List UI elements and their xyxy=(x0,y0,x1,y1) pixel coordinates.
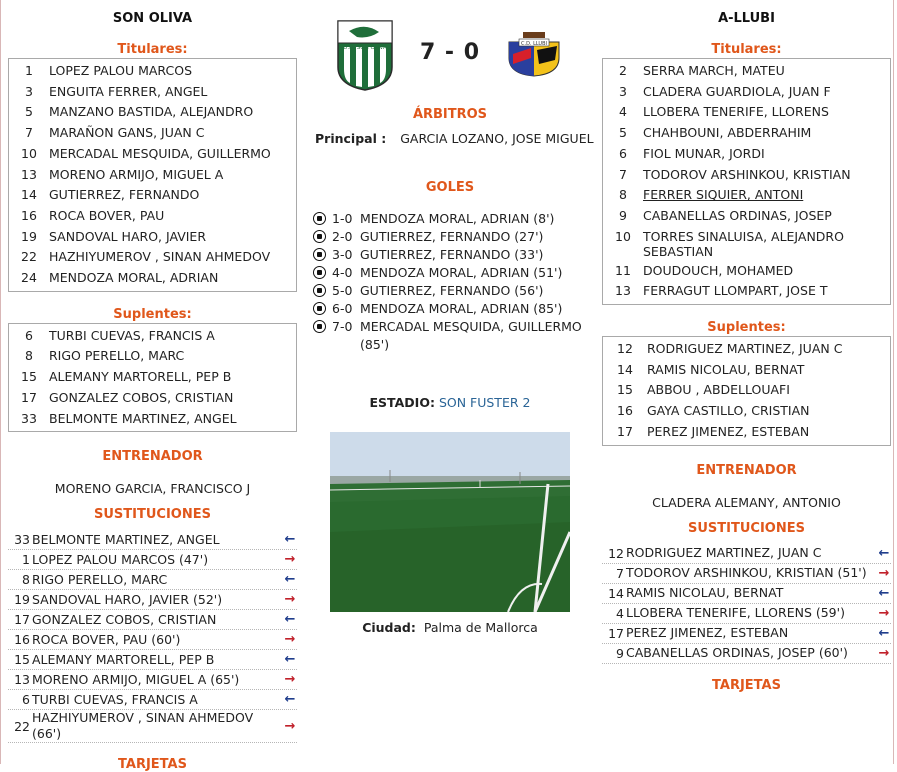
goal-score: 4-0 xyxy=(332,265,353,280)
sub-player-number: 14 xyxy=(608,585,624,601)
player-row xyxy=(603,123,890,144)
city-name: Palma de Mallorca xyxy=(423,620,538,635)
player-number: 11 xyxy=(615,262,631,278)
player-number: 5 xyxy=(25,104,33,120)
substitution-row xyxy=(602,604,891,624)
player-number: 12 xyxy=(617,341,633,357)
player-name: ABBOU , ABDELLOUAFI xyxy=(647,382,790,398)
player-name: PEREZ JIMENEZ, ESTEBAN xyxy=(647,423,810,439)
arrow-left-icon: ← xyxy=(878,625,890,641)
sub-player-name: SANDOVAL HARO, JAVIER (52') xyxy=(32,591,223,607)
substitution-row xyxy=(8,710,297,743)
player-name: RODRIGUEZ MARTINEZ, JUAN C xyxy=(647,341,843,357)
player-row xyxy=(9,346,296,367)
player-row xyxy=(603,422,890,443)
sub-player-name: BELMONTE MARTINEZ, ANGEL xyxy=(32,531,220,547)
player-number: 22 xyxy=(21,249,37,265)
arrow-left-icon: ← xyxy=(284,572,296,588)
sub-player-name: RODRIGUEZ MARTINEZ, JUAN C xyxy=(626,545,822,561)
sub-player-number: 22 xyxy=(14,718,30,734)
sub-player-number: 13 xyxy=(14,672,30,688)
substitution-row xyxy=(602,624,891,644)
goal-score: 5-0 xyxy=(332,283,353,298)
player-name: ALEMANY MARTORELL, PEP B xyxy=(49,369,232,385)
player-number: 7 xyxy=(25,125,33,141)
player-number: 3 xyxy=(619,83,627,99)
arrow-left-icon: ← xyxy=(284,612,296,628)
away-substitutions-list xyxy=(602,544,891,664)
player-name: ROCA BOVER, PAU xyxy=(49,207,165,223)
home-tarjetas-label: TARJETAS xyxy=(118,757,187,772)
goal-row xyxy=(313,318,595,354)
player-name: FERRAGUT LLOMPART, JOSE T xyxy=(643,283,828,299)
substitution-row xyxy=(602,544,891,564)
player-name: TODOROV ARSHINKOU, KRISTIAN xyxy=(643,166,851,182)
player-number: 6 xyxy=(619,145,627,161)
player-row xyxy=(603,360,890,381)
player-row xyxy=(9,61,296,82)
home-badge-text: U.D. SON OLIVA xyxy=(343,45,387,51)
substitution-row xyxy=(602,564,891,584)
sub-player-number: 17 xyxy=(14,612,30,628)
player-number: 3 xyxy=(25,83,33,99)
sub-player-number: 8 xyxy=(22,572,30,588)
city-row xyxy=(305,620,595,635)
player-number: 13 xyxy=(615,283,631,299)
player-name: CHAHBOUNI, ABDERRAHIM xyxy=(643,125,812,141)
player-row xyxy=(9,144,296,165)
goals-list xyxy=(313,210,595,354)
player-row xyxy=(9,206,296,227)
player-number: 19 xyxy=(21,228,37,244)
player-row xyxy=(603,401,890,422)
sub-player-number: 17 xyxy=(608,625,624,641)
sub-player-name: GONZALEZ COBOS, CRISTIAN xyxy=(32,611,217,627)
player-row xyxy=(603,380,890,401)
player-row xyxy=(603,281,890,302)
player-number: 17 xyxy=(21,389,37,405)
sub-player-name: TODOROV ARSHINKOU, KRISTIAN (51') xyxy=(626,565,867,581)
sub-player-number: 16 xyxy=(14,632,30,648)
player-number: 8 xyxy=(25,348,33,364)
player-number: 7 xyxy=(619,166,627,182)
home-titulares-list xyxy=(8,58,297,292)
player-number: 9 xyxy=(619,207,627,223)
player-number: 16 xyxy=(21,207,37,223)
substitution-row xyxy=(8,630,297,650)
sub-player-number: 6 xyxy=(22,692,30,708)
player-name: ENGUITA FERRER, ANGEL xyxy=(49,83,208,99)
substitution-row xyxy=(602,584,891,604)
home-team-name: SON OLIVA xyxy=(112,11,193,26)
away-suplentes-label: Suplentes: xyxy=(707,320,786,336)
player-number: 24 xyxy=(21,270,37,286)
soccer-ball-icon xyxy=(313,284,326,297)
sub-player-number: 4 xyxy=(616,605,624,621)
player-row xyxy=(603,61,890,82)
soccer-ball-icon xyxy=(313,302,326,315)
player-name: LLOBERA TENERIFE, LLORENS xyxy=(643,104,829,120)
player-number: 10 xyxy=(21,145,37,161)
sub-player-name: TURBI CUEVAS, FRANCIS A xyxy=(32,691,198,707)
sub-player-number: 9 xyxy=(616,645,624,661)
player-row xyxy=(9,102,296,123)
soccer-ball-icon xyxy=(313,320,326,333)
soccer-ball-icon xyxy=(313,230,326,243)
player-row xyxy=(9,367,296,388)
arbitros-label: ÁRBITROS xyxy=(412,107,488,122)
away-entrenador-label: ENTRENADOR xyxy=(696,462,797,478)
sub-player-number: 19 xyxy=(14,592,30,608)
stadium-link[interactable]: SON FUSTER 2 xyxy=(438,395,531,410)
home-entrenador-label: ENTRENADOR xyxy=(102,449,203,465)
player-row xyxy=(603,261,890,282)
arrow-right-icon: → xyxy=(284,592,296,608)
arrow-left-icon: ← xyxy=(284,652,296,668)
player-row xyxy=(9,409,296,430)
player-number: 10 xyxy=(615,228,631,244)
substitution-row xyxy=(8,650,297,670)
player-number: 13 xyxy=(21,166,37,182)
player-row xyxy=(603,82,890,103)
substitution-row xyxy=(8,530,297,550)
sub-player-name: ALEMANY MARTORELL, PEP B xyxy=(32,651,215,667)
substitution-row xyxy=(8,670,297,690)
goal-scorer: GUTIERREZ, FERNANDO (27') xyxy=(360,229,544,244)
goal-row xyxy=(313,210,595,228)
player-row xyxy=(9,123,296,144)
goal-scorer: GUTIERREZ, FERNANDO (56') xyxy=(360,283,544,298)
player-name: CABANELLAS ORDINAS, JOSEP xyxy=(643,207,832,223)
player-row xyxy=(603,165,890,186)
substitution-row xyxy=(8,590,297,610)
goal-scorer: MENDOZA MORAL, ADRIAN (85') xyxy=(360,301,563,316)
player-name: SERRA MARCH, MATEU xyxy=(643,63,785,78)
sub-player-name: LOPEZ PALOU MARCOS (47') xyxy=(32,551,209,567)
arrow-right-icon: → xyxy=(878,605,890,621)
away-titulares-label: Titulares: xyxy=(711,42,782,57)
substitution-row xyxy=(8,550,297,570)
arrow-right-icon: → xyxy=(284,718,296,734)
goal-row xyxy=(313,228,595,246)
referee-row xyxy=(315,131,595,146)
player-row xyxy=(9,165,296,186)
goal-score: 7-0 xyxy=(332,319,353,334)
player-number: 17 xyxy=(617,423,633,439)
player-name: MENDOZA MORAL, ADRIAN xyxy=(49,270,219,286)
goal-score: 2-0 xyxy=(332,229,353,244)
goal-row xyxy=(313,282,595,300)
player-number: 6 xyxy=(25,327,33,343)
away-suplentes-list xyxy=(602,336,891,446)
player-number: 5 xyxy=(619,125,627,141)
player-number: 14 xyxy=(21,187,37,203)
player-name: MERCADAL MESQUIDA, GUILLERMO xyxy=(49,145,271,161)
home-titulares-label: Titulares: xyxy=(117,42,188,57)
player-number: 8 xyxy=(619,187,627,203)
player-row xyxy=(603,185,890,206)
principal-label: Principal : xyxy=(315,131,387,146)
player-name: TORRES SINALUISA, ALEJANDRO SEBASTIAN xyxy=(643,228,844,259)
estadio-label: ESTADIO: xyxy=(369,395,435,410)
home-suplentes-list xyxy=(8,323,297,433)
arrow-right-icon: → xyxy=(284,672,296,688)
arrow-left-icon: ← xyxy=(284,532,296,548)
arrow-right-icon: → xyxy=(284,632,296,648)
sub-player-number: 7 xyxy=(616,565,624,581)
away-team-column xyxy=(602,0,891,693)
soccer-ball-icon xyxy=(313,212,326,225)
goal-scorer: GUTIERREZ, FERNANDO (33') xyxy=(360,247,544,262)
sub-player-name: MORENO ARMIJO, MIGUEL A (65') xyxy=(32,671,240,687)
player-row xyxy=(603,102,890,123)
goal-scorer: MENDOZA MORAL, ADRIAN (8') xyxy=(360,211,555,226)
away-coach-name: CLADERA ALEMANY, ANTONIO xyxy=(652,494,841,510)
arrow-left-icon: ← xyxy=(284,692,296,708)
player-name: LOPEZ PALOU MARCOS xyxy=(49,63,192,78)
stadium-photo xyxy=(330,432,570,612)
sub-player-name: PEREZ JIMENEZ, ESTEBAN xyxy=(626,625,789,641)
arrow-right-icon: → xyxy=(878,565,890,581)
goal-row xyxy=(313,300,595,318)
sub-player-number: 33 xyxy=(14,532,30,548)
sub-player-name: ROCA BOVER, PAU (60') xyxy=(32,631,181,647)
goal-score: 1-0 xyxy=(332,211,353,226)
soccer-ball-icon xyxy=(313,266,326,279)
player-row xyxy=(9,268,296,289)
goal-row xyxy=(313,264,595,282)
player-number: 4 xyxy=(619,104,627,120)
player-name: DOUDOUCH, MOHAMED xyxy=(643,262,794,278)
player-name: MORENO ARMIJO, MIGUEL A xyxy=(49,166,224,182)
player-row xyxy=(603,227,890,261)
player-number: 16 xyxy=(617,403,633,419)
stadium-row xyxy=(305,395,595,410)
away-tarjetas-label: TARJETAS xyxy=(712,677,781,693)
player-name: TURBI CUEVAS, FRANCIS A xyxy=(49,327,215,343)
player-row xyxy=(9,326,296,347)
player-name: FIOL MUNAR, JORDI xyxy=(643,145,765,161)
home-team-column xyxy=(8,0,297,772)
player-row xyxy=(9,185,296,206)
player-number: 2 xyxy=(619,63,627,78)
goal-scorer: MERCADAL MESQUIDA, GUILLERMO (85') xyxy=(360,319,582,352)
player-name: BELMONTE MARTINEZ, ANGEL xyxy=(49,410,237,426)
home-suplentes-label: Suplentes: xyxy=(113,306,192,322)
player-row xyxy=(9,227,296,248)
sub-player-name: LLOBERA TENERIFE, LLORENS (59') xyxy=(626,605,845,621)
player-row xyxy=(9,247,296,268)
player-number: 33 xyxy=(21,410,37,426)
player-number: 14 xyxy=(617,361,633,377)
player-name: SANDOVAL HARO, JAVIER xyxy=(49,228,207,244)
arrow-left-icon: ← xyxy=(878,585,890,601)
player-name: GONZALEZ COBOS, CRISTIAN xyxy=(49,389,234,405)
home-substitutions-list xyxy=(8,530,297,743)
player-name: GUTIERREZ, FERNANDO xyxy=(49,187,200,203)
goles-label: GOLES xyxy=(425,180,475,195)
away-badge-text: C.D. LLUBI xyxy=(521,41,547,47)
player-name[interactable]: FERRER SIQUIER, ANTONI xyxy=(643,187,804,203)
player-number: 1 xyxy=(25,63,33,78)
home-coach-name: MORENO GARCIA, FRANCISCO J xyxy=(54,481,251,497)
player-name: MARAÑON GANS, JUAN C xyxy=(49,125,205,141)
away-team-name: A-LLUBI xyxy=(718,11,775,26)
home-sustituciones-label: SUSTITUCIONES xyxy=(94,507,211,523)
player-name: MANZANO BASTIDA, ALEJANDRO xyxy=(49,104,254,120)
player-row xyxy=(9,388,296,409)
player-name: CLADERA GUARDIOLA, JUAN F xyxy=(643,83,831,99)
arrow-left-icon: ← xyxy=(878,545,890,561)
player-name: RIGO PERELLO, MARC xyxy=(49,348,185,364)
player-name: HAZHIYUMEROV , SINAN AHMEDOV xyxy=(49,249,271,265)
sub-player-number: 15 xyxy=(14,652,30,668)
player-name: GAYA CASTILLO, CRISTIAN xyxy=(647,403,810,419)
away-titulares-list xyxy=(602,58,891,305)
soccer-ball-icon xyxy=(313,248,326,261)
sub-player-name: HAZHIYUMEROV , SINAN AHMEDOV (66') xyxy=(32,710,254,742)
away-sustituciones-label: SUSTITUCIONES xyxy=(688,520,805,536)
goal-row xyxy=(313,246,595,264)
substitution-row xyxy=(8,610,297,630)
player-row xyxy=(9,82,296,103)
player-row xyxy=(603,206,890,227)
player-row xyxy=(603,339,890,360)
sub-player-name: RAMIS NICOLAU, BERNAT xyxy=(626,585,784,601)
principal-referee: GARCIA LOZANO, JOSE MIGUEL xyxy=(400,131,594,146)
player-number: 15 xyxy=(617,382,633,398)
substitution-row xyxy=(602,644,891,664)
arrow-right-icon: → xyxy=(284,552,296,568)
substitution-row xyxy=(8,690,297,710)
ciudad-label: Ciudad: xyxy=(362,620,416,635)
away-team-badge xyxy=(505,30,563,78)
player-name: RAMIS NICOLAU, BERNAT xyxy=(647,361,805,377)
arrow-right-icon: → xyxy=(878,645,890,661)
sub-player-number: 1 xyxy=(22,552,30,568)
goal-score: 6-0 xyxy=(332,301,353,316)
sub-player-name: CABANELLAS ORDINAS, JOSEP (60') xyxy=(626,645,848,661)
goal-score: 3-0 xyxy=(332,247,353,262)
sub-player-name: RIGO PERELLO, MARC xyxy=(32,571,168,587)
substitution-row xyxy=(8,570,297,590)
player-number: 15 xyxy=(21,369,37,385)
player-row xyxy=(603,144,890,165)
goal-scorer: MENDOZA MORAL, ADRIAN (51') xyxy=(360,265,563,280)
match-score: 7 - 0 xyxy=(419,40,481,65)
sub-player-number: 12 xyxy=(608,545,624,561)
